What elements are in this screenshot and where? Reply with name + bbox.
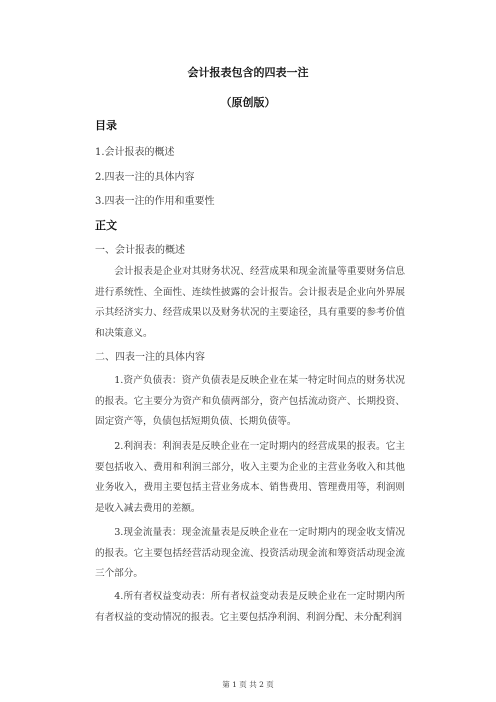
toc-item-3: 3.四表一注的作用和重要性 <box>95 196 215 207</box>
toc-heading: 目录 <box>95 119 117 132</box>
toc-item-1: 1.会计报表的概述 <box>95 147 175 158</box>
section-heading-2: 二、四表一注的具体内容 <box>95 352 205 363</box>
paragraph-cash-flow: 3.现金流量表：现金流量表是反映企业在一定时期内的现金收支情况的报表。它主要包括经营活动现金流、投资活动现金流和筹资活动现金流三个部分。 <box>95 527 405 579</box>
paragraph-balance-sheet: 1.资产负债表：资产负债表是反映企业在某一特定时间点的财务状况的报表。它主要分为资产和负债两部分，资产包括流动资产、长期投资、固定资产等，负债包括短期负债、长期负债等。 <box>95 375 405 427</box>
body-heading: 正文 <box>95 219 117 232</box>
paragraph-income-statement: 2.利润表：利润表是反映企业在一定时期内的经营成果的报表。它主要包括收入、费用和利润三部分，收入主要为企业的主营业务收入和其他业务收入，费用主要包括主营业务成本、销售费用、管理费用等，利润则是收入减去费用的差额。 <box>95 441 405 514</box>
paragraph-equity-changes: 4.所有者权益变动表：所有者权益变动表是反映企业在一定时期内所有者权益的变动情况的报表。它主要包括净利润、利润分配、未分配利润 <box>95 591 405 623</box>
document-title: 会计报表包含的四表一注 <box>187 66 309 79</box>
paragraph-overview: 会计报表是企业对其财务状况、经营成果和现金流量等重要财务信息进行系统性、全面性、连续性披露的会计报告。会计报表是企业向外界展示其经济实力、经营成果以及财务状况的主要途径，具有重要的参考价值和决策意义。 <box>95 266 405 339</box>
toc-item-2: 2.四表一注的具体内容 <box>95 172 195 183</box>
page-number: 第 1 页 共 2 页 <box>222 680 274 689</box>
section-heading-1: 一、会计报表的概述 <box>95 245 185 256</box>
document-subtitle: （原创版） <box>220 96 276 109</box>
